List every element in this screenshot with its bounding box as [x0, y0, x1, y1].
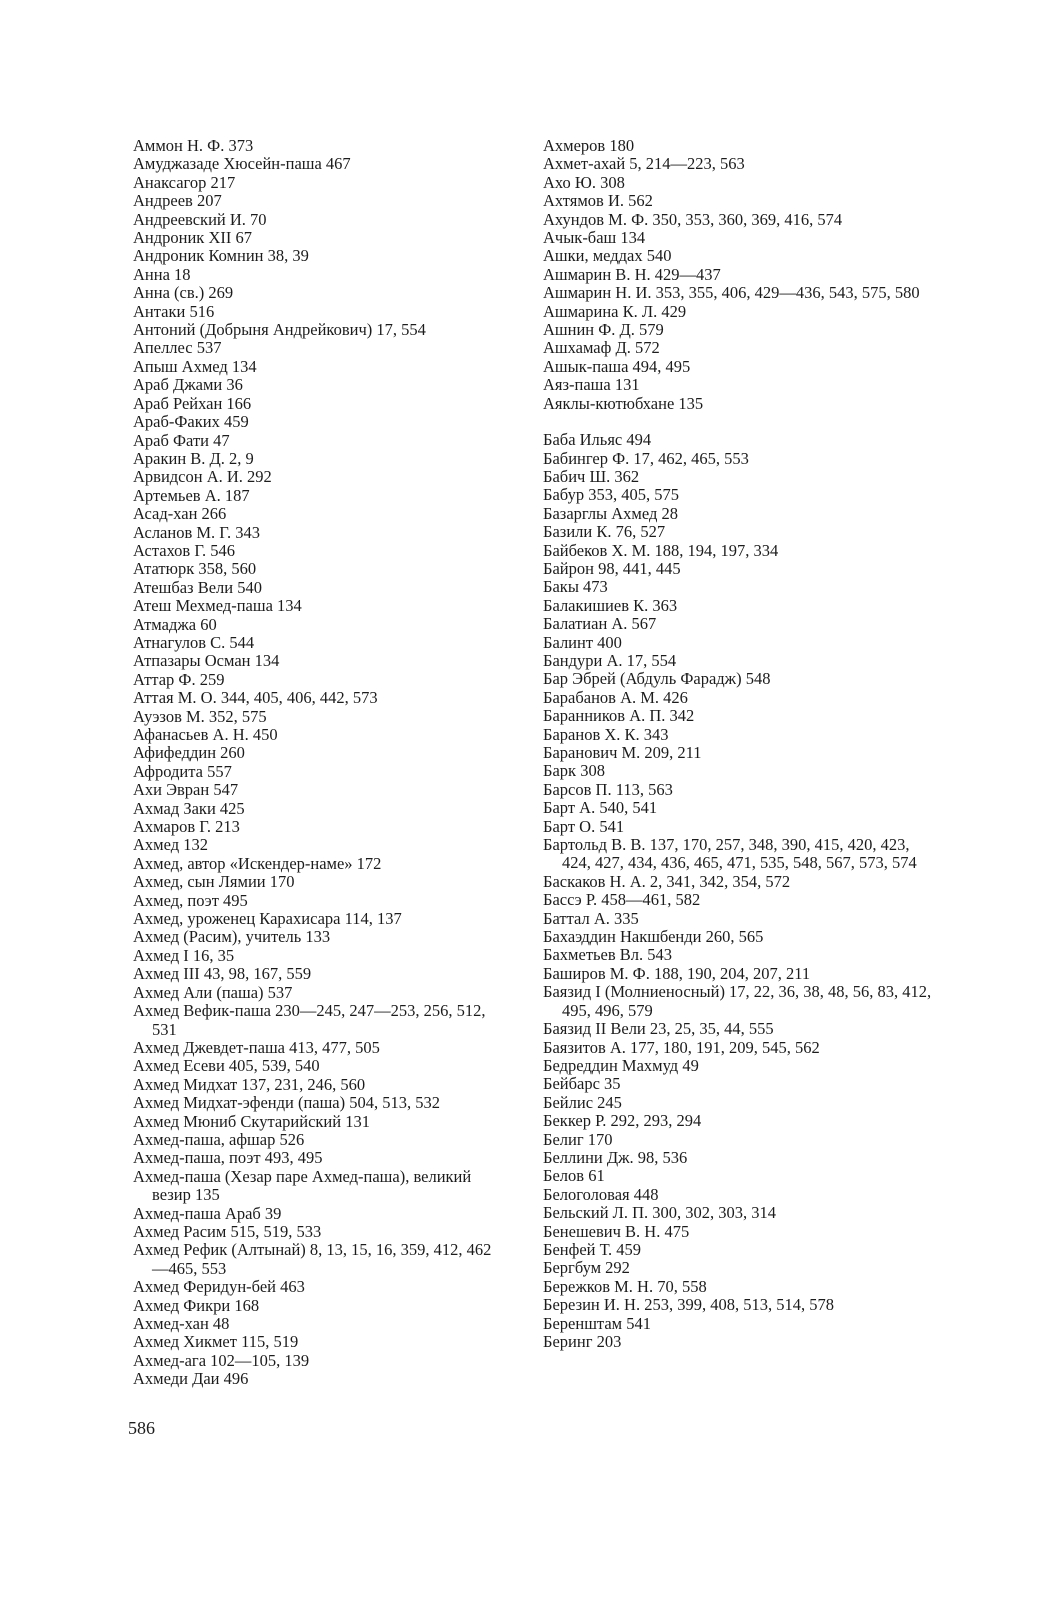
index-entry: Ахмед Мюниб Скутарийский 131: [133, 1111, 370, 1131]
index-entry: Атешбаз Вели 540: [133, 577, 262, 597]
index-entry: Апеллес 537: [133, 338, 222, 358]
index-entry: Андреевский И. 70: [133, 209, 267, 229]
index-entry: Баширов М. Ф. 188, 190, 204, 207, 211: [543, 963, 811, 983]
index-entry: Баранов Х. К. 343: [543, 724, 669, 744]
index-entry: Асланов М. Г. 343: [133, 522, 260, 542]
index-entry: Барабанов А. М. 426: [543, 687, 688, 707]
index-entry: Атпазары Осман 134: [133, 651, 280, 671]
index-entry: Бар Эбрей (Абдуль Фарадж) 548: [543, 669, 771, 689]
index-entry: Баскаков Н. А. 2, 341, 342, 354, 572: [543, 871, 791, 891]
index-entry: Ашмарин В. Н. 429—437: [543, 264, 721, 284]
index-entry: Андроник XII 67: [133, 228, 252, 248]
index-entry: Ахмед, автор «Искендер-наме» 172: [133, 853, 382, 873]
index-entry: Ахтямов И. 562: [543, 191, 653, 211]
index-entry: Бенфей Т. 459: [543, 1239, 642, 1259]
index-entry: Ахмед, поэт 495: [133, 890, 248, 910]
index-entry: Артемьев А. 187: [133, 485, 250, 505]
index-entry: Барт О. 541: [543, 816, 625, 836]
index-entry: Ахмед Феридун-бей 463: [133, 1277, 305, 1297]
index-entry: Беринг 203: [543, 1332, 622, 1351]
index-entry: Ахмед Хикмет 115, 519: [133, 1332, 299, 1352]
index-entry: Араб Джами 36: [133, 375, 243, 395]
index-entry: Бассэ Р. 458—461, 582: [543, 890, 701, 910]
index-entry: Анаксагор 217: [133, 172, 236, 192]
index-entry: Ачык-баш 134: [543, 228, 646, 248]
index-entry: Ашык-паша 494, 495: [543, 356, 691, 376]
index-entry: Бергбум 292: [543, 1258, 630, 1278]
index-entry: Бабур 353, 405, 575: [543, 485, 679, 505]
index-entry: Бахаэддин Накшбенди 260, 565: [543, 927, 764, 947]
index-entry: Аракин В. Д. 2, 9: [133, 448, 254, 468]
index-entry: Бенешевич В. Н. 475: [543, 1221, 690, 1241]
index-entry: Атнагулов С. 544: [133, 632, 255, 652]
index-entry: Арвидсон А. И. 292: [133, 467, 272, 487]
index-entry: Белов 61: [543, 1166, 605, 1186]
index-entry: Ашмарин Н. И. 353, 355, 406, 429—436, 543, 575, 580: [543, 283, 920, 303]
index-entry: Ахмед-паша (Хезар паре Ахмед-паша), великий везир 135: [133, 1166, 472, 1205]
index-entry: Бандури А. 17, 554: [543, 650, 677, 670]
index-entry: Ахмад Заки 425: [133, 798, 245, 818]
index-entry: Баранович М. 209, 211: [543, 743, 702, 762]
index-entry: Астахов Г. 546: [133, 540, 236, 560]
index-entry: Бахметьев Вл. 543: [543, 945, 673, 965]
index-entry: Барк 308: [543, 761, 605, 781]
index-entry: Базили К. 76, 527: [543, 522, 666, 542]
index-entry: Ахмед Есеви 405, 539, 540: [133, 1056, 320, 1076]
index-entry: Барт А. 540, 541: [543, 798, 658, 818]
index-entry: Ахмед Мидхат-эфенди (паша) 504, 513, 532: [133, 1093, 440, 1113]
index-entry: Байбеков Х. М. 188, 194, 197, 334: [543, 540, 779, 560]
index-entry: Ахмед (Расим), учитель 133: [133, 927, 331, 947]
index-entry: Ахмед-паша, поэт 493, 495: [133, 1148, 323, 1168]
index-entry: Ахмед-паша Араб 39: [133, 1203, 282, 1223]
index-column-left: [133, 137, 498, 1389]
index-entry: Баба Ильяс 494: [543, 430, 652, 450]
index-entry: Ахмеди Даи 496: [133, 1369, 249, 1389]
index-entry: Ататюрк 358, 560: [133, 559, 257, 579]
index-entry: Бейлис 245: [543, 1092, 622, 1112]
index-entry: Ахо Ю. 308: [543, 172, 625, 192]
index-entry: Араб-Факих 459: [133, 412, 249, 432]
index-entry: Афродита 557: [133, 761, 232, 781]
index-entry: Асад-хан 266: [133, 504, 227, 524]
index-entry: Ахмед 132: [133, 835, 208, 855]
index-entry: Андроник Комнин 38, 39: [133, 246, 309, 266]
index-entry: Афанасьев А. Н. 450: [133, 725, 278, 744]
index-entry: Ахмет-ахай 5, 214—223, 563: [543, 154, 745, 174]
index-entry: Бельский Л. П. 300, 302, 303, 314: [543, 1203, 777, 1223]
index-entry: Андреев 207: [133, 191, 222, 211]
index-entry: Ахмед, сын Лямии 170: [133, 872, 295, 892]
index-entry: Аммон Н. Ф. 373: [133, 136, 254, 155]
index-entry: Белиг 170: [543, 1129, 613, 1149]
index-entry: Аттар Ф. 259: [133, 669, 225, 689]
index-entry: Ахмед Али (паша) 537: [133, 982, 293, 1002]
index-entry: Араб Рейхан 166: [133, 393, 252, 413]
index-entry: Бабингер Ф. 17, 462, 465, 553: [543, 448, 749, 468]
page-number: 586: [128, 1418, 155, 1438]
index-entry: Ахмед Вефик-паша 230—245, 247—253, 256, 512, 531: [133, 1001, 486, 1039]
index-entry: Бережков М. Н. 70, 558: [543, 1276, 707, 1296]
index-entry: Ахмеров 180: [543, 136, 635, 155]
index-entry: Ауэзов М. 352, 575: [133, 706, 267, 726]
index-entry: Араб Фати 47: [133, 430, 230, 450]
index-entry: Ахи Эвран 547: [133, 780, 239, 800]
index-entry: Апыш Ахмед 134: [133, 356, 257, 376]
index-entry: Базарглы Ахмед 28: [543, 503, 678, 523]
index-entry: Ахмед Рефик (Алтынай) 8, 13, 15, 16, 359, 412, 462—465, 553: [133, 1240, 492, 1278]
index-entry: Ашмарина К. Л. 429: [543, 301, 687, 321]
index-entry: Белоголовая 448: [543, 1184, 659, 1204]
index-entry: Балинт 400: [543, 632, 622, 652]
index-entry: Березин И. Н. 253, 399, 408, 513, 514, 578: [543, 1295, 834, 1315]
index-entry: Бартольд В. В. 137, 170, 257, 348, 390, 415, 420, 423, 424, 427, 434, 436, 465, 471, 535, 548, 567, 573, 574: [543, 835, 917, 873]
index-entry: Ахмед Фикри 168: [133, 1295, 260, 1315]
index-entry: Ахмаров Г. 213: [133, 817, 240, 837]
index-entry: Баязид II Вели 23, 25, 35, 44, 555: [543, 1019, 774, 1039]
index-entry: Ахмед Мидхат 137, 231, 246, 560: [133, 1074, 366, 1094]
index-entry: Атеш Мехмед-паша 134: [133, 596, 302, 616]
index-entry: Баранников А. П. 342: [543, 706, 695, 726]
index-entry: Бакы 473: [543, 577, 608, 597]
index-entry: Ахмед, уроженец Карахисара 114, 137: [133, 909, 402, 929]
index-entry: Ашхамаф Д. 572: [543, 338, 660, 358]
index-entry: Баязид I (Молниеносный) 17, 22, 36, 38, 48, 56, 83, 412, 495, 496, 579: [543, 982, 932, 1020]
index-entry: Анна 18: [133, 264, 191, 284]
index-entry: Антоний (Добрыня Андрейкович) 17, 554: [133, 320, 426, 340]
index-entry: Анна (св.) 269: [133, 283, 234, 303]
index-entry: Аяз-паша 131: [543, 375, 640, 395]
index-entry: Аяклы-кютюбхане 135: [543, 393, 704, 413]
index-entry: Ахмед III 43, 98, 167, 559: [133, 964, 312, 984]
index-entry: Байрон 98, 441, 445: [543, 558, 681, 578]
index-entry: Аттая М. О. 344, 405, 406, 442, 573: [133, 688, 378, 708]
index-entry: Ахмед-паша, афшар 526: [133, 1129, 305, 1149]
index-entry: Ахмед-ага 102—105, 139: [133, 1350, 310, 1370]
index-entry: Атмаджа 60: [133, 614, 217, 634]
index-entry: Балакишиев К. 363: [543, 595, 678, 615]
index-column-right: [543, 137, 933, 1351]
index-entry: Баязитов А. 177, 180, 191, 209, 545, 562: [543, 1037, 820, 1057]
index-entry: Балатиан А. 567: [543, 614, 657, 634]
index-entry: Амуджазаде Хюсейн-паша 467: [133, 154, 351, 174]
index-entry: Ахмед Расим 515, 519, 533: [133, 1221, 322, 1241]
index-entry: Беккер Р. 292, 293, 294: [543, 1111, 702, 1131]
index-entry: Ахундов М. Ф. 350, 353, 360, 369, 416, 574: [543, 209, 843, 229]
index-entry: Ашки, меддах 540: [543, 246, 672, 266]
index-entry: Ахмед-хан 48: [133, 1314, 230, 1333]
index-entry: Ашнин Ф. Д. 579: [543, 320, 664, 340]
index-entry: Афифеддин 260: [133, 743, 245, 763]
index-entry: Бейбарс 35: [543, 1074, 621, 1094]
index-entry: Ахмед I 16, 35: [133, 945, 235, 965]
index-entry: Бедреддин Махмуд 49: [543, 1055, 699, 1075]
index-entry: Беренштам 541: [543, 1313, 651, 1333]
index-entry: Барсов П. 113, 563: [543, 779, 673, 799]
index-entry: Беллини Дж. 98, 536: [543, 1147, 688, 1167]
index-entry: Ахмед Джевдет-паша 413, 477, 505: [133, 1037, 380, 1057]
index-entry: Антаки 516: [133, 301, 215, 321]
index-entry: Бабич Ш. 362: [543, 466, 640, 486]
index-entry: Баттал А. 335: [543, 908, 639, 928]
